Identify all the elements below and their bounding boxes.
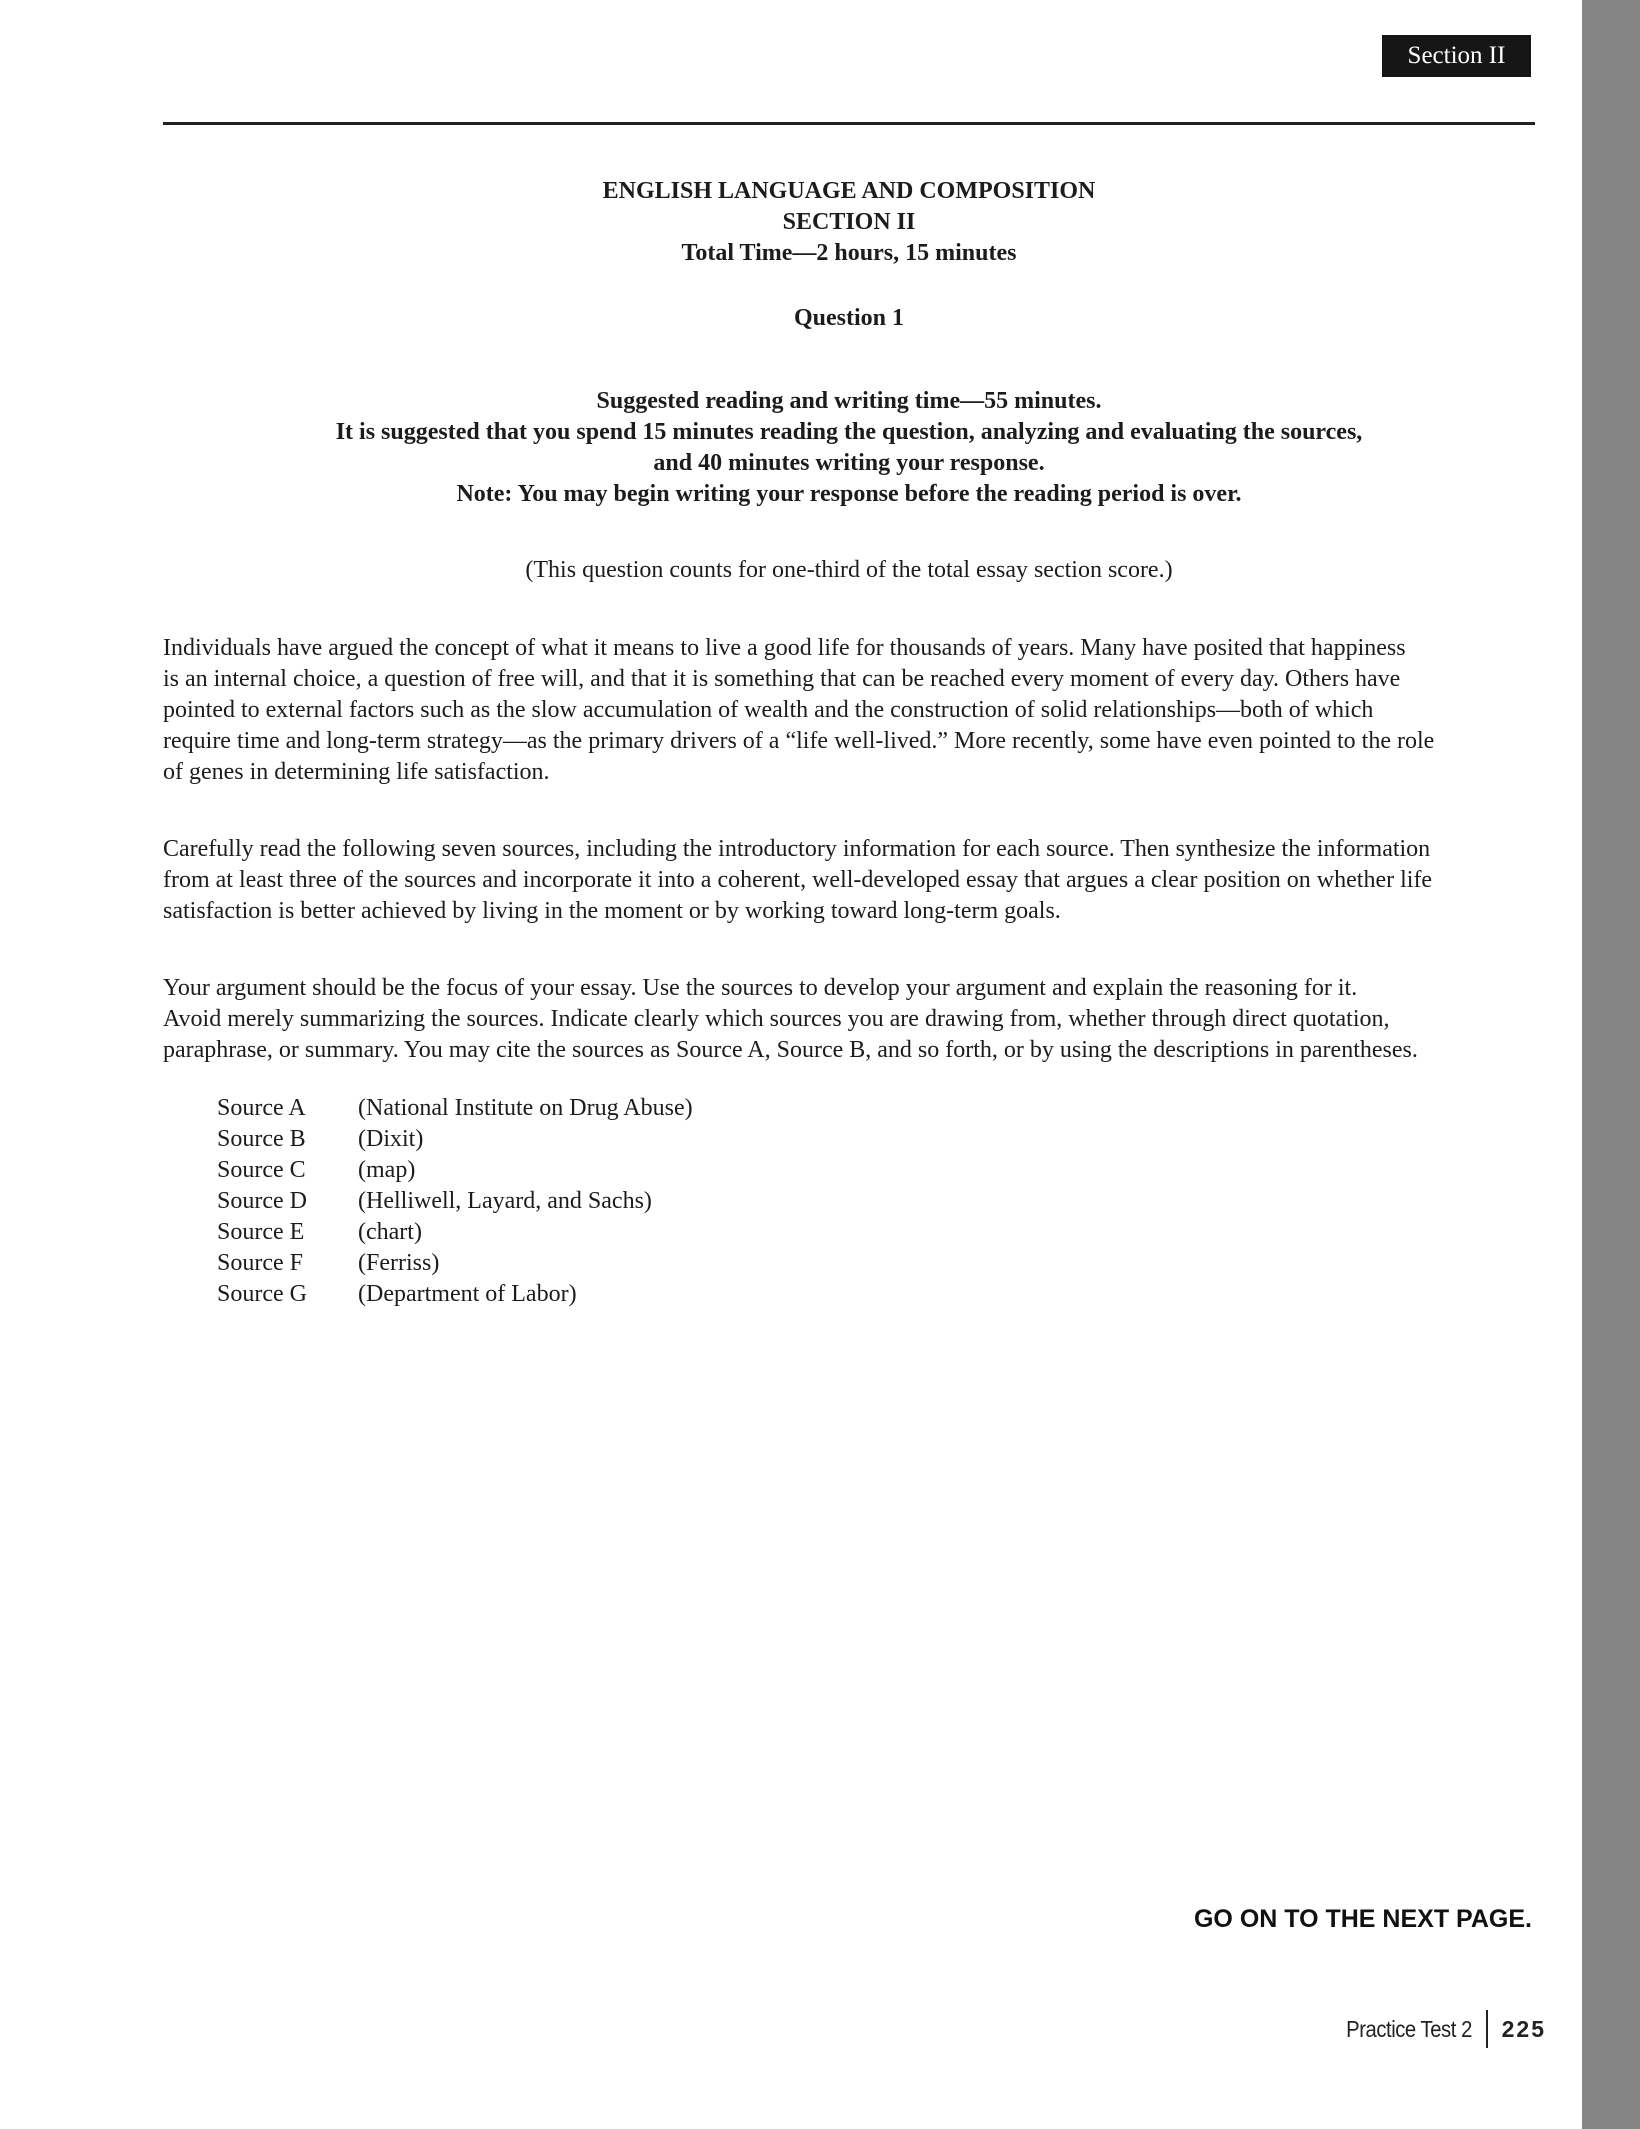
paragraph-line: from at least three of the sources and incorporate it into a coherent, well-developed essay that argues a clear position on whether life <box>163 867 1433 893</box>
page-footer <box>1329 2010 1546 2048</box>
paragraph-line: require time and long-term strategy—as the primary drivers of a “life well-lived.” More recently, some have even pointed to the role <box>163 728 1435 754</box>
section-title: SECTION II <box>782 209 916 235</box>
guidance-paragraph <box>163 973 1543 1066</box>
instruction-line: It is suggested that you spend 15 minutes reading the question, analyzing and evaluating the sources, <box>335 419 1363 445</box>
instructions-block <box>163 386 1535 510</box>
source-label: Source G <box>217 1281 307 1307</box>
page-number: 225 <box>1501 2015 1546 2042</box>
source-description: (Dixit) <box>358 1126 424 1152</box>
source-item <box>217 1279 693 1310</box>
paragraph-line: Carefully read the following seven sources, including the introductory information for each source. Then synthesize the information <box>163 836 1431 862</box>
task-paragraph <box>163 834 1543 927</box>
source-label: Source E <box>217 1219 305 1245</box>
question-title: Question 1 <box>793 305 904 331</box>
source-item <box>217 1248 693 1279</box>
instruction-line: Note: You may begin writing your response before the reading period is over. <box>456 481 1242 507</box>
source-label: Source F <box>217 1250 303 1276</box>
paragraph-line: of genes in determining life satisfaction. <box>163 759 550 785</box>
go-on-notice: GO ON TO THE NEXT PAGE. <box>1193 1905 1532 1933</box>
book-label: Practice Test 2 <box>1345 2015 1472 2042</box>
paragraph-line: Individuals have argued the concept of what it means to live a good life for thousands of years. Many have posited that happiness <box>163 635 1406 661</box>
paragraph-line: paraphrase, or summary. You may cite the sources as Source A, Source B, and so forth, or by using the descriptions in parentheses. <box>163 1037 1418 1063</box>
source-label: Source D <box>217 1188 307 1214</box>
paragraph-line: pointed to external factors such as the slow accumulation of wealth and the construction of solid relationships—both of which <box>163 697 1374 723</box>
source-label: Source A <box>217 1095 306 1121</box>
instruction-line: and 40 minutes writing your response. <box>653 450 1045 476</box>
page-edge-strip <box>1582 0 1640 2129</box>
source-item <box>217 1124 693 1155</box>
source-label: Source C <box>217 1157 306 1183</box>
section-tab: Section II <box>1382 35 1531 77</box>
source-description: (chart) <box>358 1219 422 1245</box>
header-rule <box>163 122 1535 125</box>
source-label: Source B <box>217 1126 306 1152</box>
title-block <box>163 176 1535 269</box>
exam-title: ENGLISH LANGUAGE AND COMPOSITION <box>602 178 1096 204</box>
weight-note: (This question counts for one-third of the total essay section score.) <box>525 557 1173 583</box>
paragraph-line: is an internal choice, a question of free will, and that it is something that can be reached every moment of every day. Others have <box>163 666 1401 692</box>
instruction-line: Suggested reading and writing time—55 minutes. <box>596 388 1102 414</box>
paragraph-line: Avoid merely summarizing the sources. Indicate clearly which sources you are drawing from, whether through direct quotation, <box>163 1006 1390 1032</box>
source-description: (Helliwell, Layard, and Sachs) <box>358 1188 652 1214</box>
source-list <box>217 1093 693 1310</box>
source-item <box>217 1155 693 1186</box>
source-item <box>217 1093 693 1124</box>
source-description: (Ferriss) <box>358 1250 440 1276</box>
paragraph-line: satisfaction is better achieved by living in the moment or by working toward long-term goals. <box>163 898 1061 924</box>
source-description: (National Institute on Drug Abuse) <box>358 1095 693 1121</box>
footer-divider <box>1486 2010 1488 2048</box>
source-item <box>217 1186 693 1217</box>
source-description: (Department of Labor) <box>358 1281 577 1307</box>
total-time: Total Time—2 hours, 15 minutes <box>681 240 1017 266</box>
intro-paragraph <box>163 633 1543 788</box>
source-item <box>217 1217 693 1248</box>
source-description: (map) <box>358 1157 416 1183</box>
paragraph-line: Your argument should be the focus of your essay. Use the sources to develop your argument and explain the reasoning for it. <box>163 975 1358 1001</box>
